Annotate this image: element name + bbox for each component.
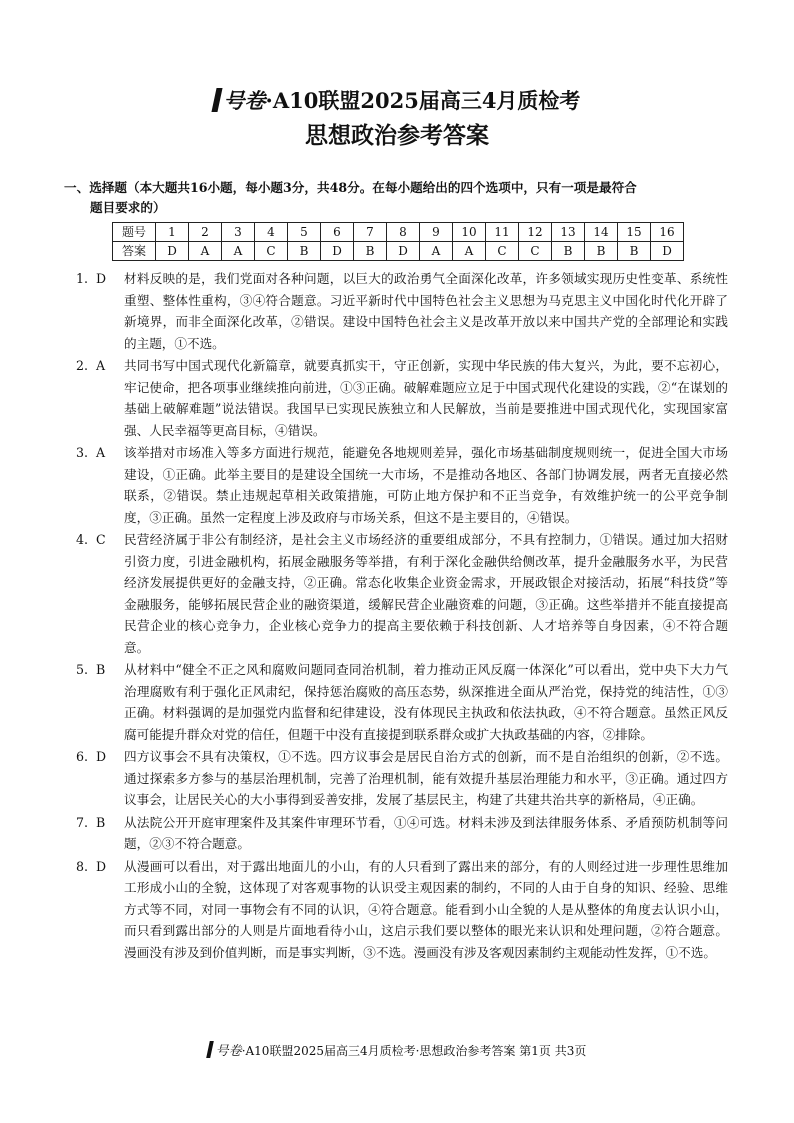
question-answer: A — [96, 358, 106, 373]
explanation-text: 民营经济属于非公有制经济，是社会主义市场经济的重要组成部分，不具有控制力，①错误。通过加大招财引资力度，引进金融机构，拓展金融服务等举措，有利于深化金融供给侧改革，提升金融服务水平，为民营经济发展提供更好的金融支持，②正确。常态化收集企业资金需求，开展政银企对接活动，拓展“科技贷”等金融服务，能够拓展民营企业的融资渠道，缓解民营企业融资难的问题，③正确。这些举措并不能直接提高民营企业的核心竞争力，企业核心竞争力的提高主要依赖于科技创新、人才培养等自身因素，④不符合题意。 — [124, 532, 728, 655]
explanation-item — [76, 856, 728, 964]
section-heading — [64, 178, 732, 218]
row-label-number: 题号 — [113, 223, 156, 242]
question-number: 6. — [76, 749, 89, 764]
question-number: 4. — [76, 532, 89, 547]
table-cell: D — [156, 242, 189, 261]
table-cell: A — [222, 242, 255, 261]
brand-logo-mark — [206, 1041, 214, 1058]
row-label-answer: 答案 — [113, 242, 156, 261]
explanation-item — [76, 812, 728, 855]
explanation-text: 从材料中“健全不正之风和腐败问题同查同治机制，着力推动正风反腐一体深化”可以看出，党中央下大力气治理腐败有利于强化正风肃纪，保持惩治腐败的高压态势，纵深推进全面从严治党，保持党的纯洁性，①③正确。材料强调的是加强党内监督和纪律建设，没有体现民主执政和依法执政，④不符合题意。虽然正风反腐可能提升群众对党的信任，但题干中没有直接提到联系群众或扩大执政基础的内容，②排除。 — [124, 662, 728, 742]
footer-text: ·A10联盟2025届高三4月质检考·思想政治参考答案 第1页 共3页 — [241, 1044, 587, 1058]
table-cell: C — [486, 242, 519, 261]
question-number-row — [113, 223, 684, 242]
table-cell: 6 — [321, 223, 354, 242]
explanation-item — [76, 268, 728, 354]
table-cell: A — [189, 242, 222, 261]
explanation-item — [76, 529, 728, 658]
table-cell: B — [288, 242, 321, 261]
explanations-list — [76, 268, 728, 964]
table-cell: 4 — [255, 223, 288, 242]
question-number: 1. — [76, 271, 89, 286]
table-cell: D — [387, 242, 420, 261]
document-subtitle: 思想政治参考答案 — [305, 122, 489, 149]
table-cell: 3 — [222, 223, 255, 242]
explanation-text: 从漫画可以看出，对于露出地面儿的小山，有的人只看到了露出来的部分，有的人则经过进一步理性思维加工形成小山的全貌，这体现了对客观事物的认识受主观因素的制约，不同的人由于自身的知识、经验、思维方式等不同，对同一事物会有不同的认识，④符合题意。能看到小山全貌的人是从整体的角度去认识小山，而只看到露出部分的人则是片面地看待小山，这启示我们要以整体的眼光来认识和处理问题，②符合题意。漫画没有涉及到价值判断，而是事实判断，③不选。漫画没有涉及客观因素制约主观能动性发挥，①不选。 — [124, 858, 728, 960]
explanation-item — [76, 746, 728, 811]
table-cell: 15 — [618, 223, 651, 242]
page-footer — [0, 1041, 794, 1062]
question-answer: D — [96, 858, 107, 874]
explanation-text: 从法院公开开庭审理案件及其案件审理环节看，①④可选。材料未涉及到法律服务体系、矛盾预防机制等问题，②③不符合题意。 — [124, 814, 728, 851]
table-cell: 5 — [288, 223, 321, 242]
table-cell: 10 — [453, 223, 486, 242]
explanation-text: 共同书写中国式现代化新篇章，就要真抓实干，守正创新，实现中华民族的伟大复兴，为此，要不忘初心，牢记使命，把各项事业继续推向前进，①③正确。破解难题应立足于中国式现代化建设的实践，②“在谋划的基础上破解难题”说法错误。我国早已实现民族独立和人民解放，当前是要推进中国式现代化，实现国家富强、人民幸福等更高目标，④错误。 — [124, 358, 728, 438]
table-cell: 9 — [420, 223, 453, 242]
explanation-item — [76, 659, 728, 745]
question-answer: A — [96, 445, 106, 460]
question-answer: C — [96, 532, 106, 547]
table-cell: A — [453, 242, 486, 261]
table-cell: D — [321, 242, 354, 261]
question-answer: B — [96, 662, 106, 677]
table-cell: 11 — [486, 223, 519, 242]
table-cell: C — [519, 242, 552, 261]
explanation-item — [76, 355, 728, 441]
question-number: 5. — [76, 662, 89, 677]
question-answer: D — [96, 749, 107, 764]
explanation-text: 该举措对市场准入等多方面进行规范，能避免各地规则差异，强化市场基础制度规则统一，促进全国大市场建设，①正确。此举主要目的是建设全国统一大市场，不是推动各地区、各部门协调发展，两者无直接必然联系，②错误。禁止违规起草相关政策措施，可防止地方保护和不正当竞争，有效维护统一的公平竞争制度，③正确。虽然一定程度上涉及政府与市场关系，但这不是主要目的，④错误。 — [124, 445, 728, 525]
footer-logo-text: 号卷 — [215, 1044, 242, 1059]
section-heading-line1: 一、选择题（本大题共16小题，每小题3分，共48分。在每小题给出的四个选项中，只有一项是最符合 — [64, 180, 637, 195]
table-cell: 13 — [552, 223, 585, 242]
table-cell: B — [618, 242, 651, 261]
question-answer: B — [96, 814, 106, 830]
question-number: 7. — [76, 814, 89, 830]
brand-logo-mark — [211, 88, 222, 112]
table-cell: B — [585, 242, 618, 261]
question-number: 8. — [76, 858, 89, 874]
explanation-text: 材料反映的是，我们党面对各种问题，以巨大的政治勇气全面深化改革，许多领域实现历史性变革、系统性重塑、整体性重构，③④符合题意。习近平新时代中国特色社会主义思想为马克思主义中国化时代化开辟了新境界，而非全面深化改革，②错误。建设中国特色社会主义是改革开放以来中国共产党的全部理论和实践的主题，①不选。 — [124, 271, 728, 351]
table-cell: 2 — [189, 223, 222, 242]
table-cell: B — [354, 242, 387, 261]
brand-logo-text: 号卷 — [223, 88, 266, 113]
table-cell: 12 — [519, 223, 552, 242]
exam-title-text: ·A10联盟2025届高三4月质检考 — [265, 88, 581, 113]
question-number: 3. — [76, 445, 89, 460]
exam-title — [0, 86, 794, 116]
explanation-item — [76, 442, 728, 528]
answer-key-table — [112, 222, 684, 261]
table-cell: 14 — [585, 223, 618, 242]
explanation-text: 四方议事会不具有决策权，①不选。四方议事会是居民自治方式的创新，而不是自治组织的创新，②不选。通过探索多方参与的基层治理机制，完善了治理机制，能有效提升基层治理能力和水平，③正确。通过四方议事会，让居民关心的大小事得到妥善安排，发展了基层民主，构建了共建共治共享的新格局，④正确。 — [124, 749, 728, 807]
table-cell: B — [552, 242, 585, 261]
question-answer: D — [96, 271, 107, 286]
table-cell: 8 — [387, 223, 420, 242]
document-header — [0, 86, 794, 154]
table-cell: 16 — [651, 223, 684, 242]
table-cell: 1 — [156, 223, 189, 242]
table-cell: D — [651, 242, 684, 261]
question-number: 2. — [76, 358, 89, 373]
table-cell: 7 — [354, 223, 387, 242]
table-cell: C — [255, 242, 288, 261]
answer-row — [113, 242, 684, 261]
section-heading-line2: 题目要求的） — [90, 200, 166, 215]
table-cell: A — [420, 242, 453, 261]
